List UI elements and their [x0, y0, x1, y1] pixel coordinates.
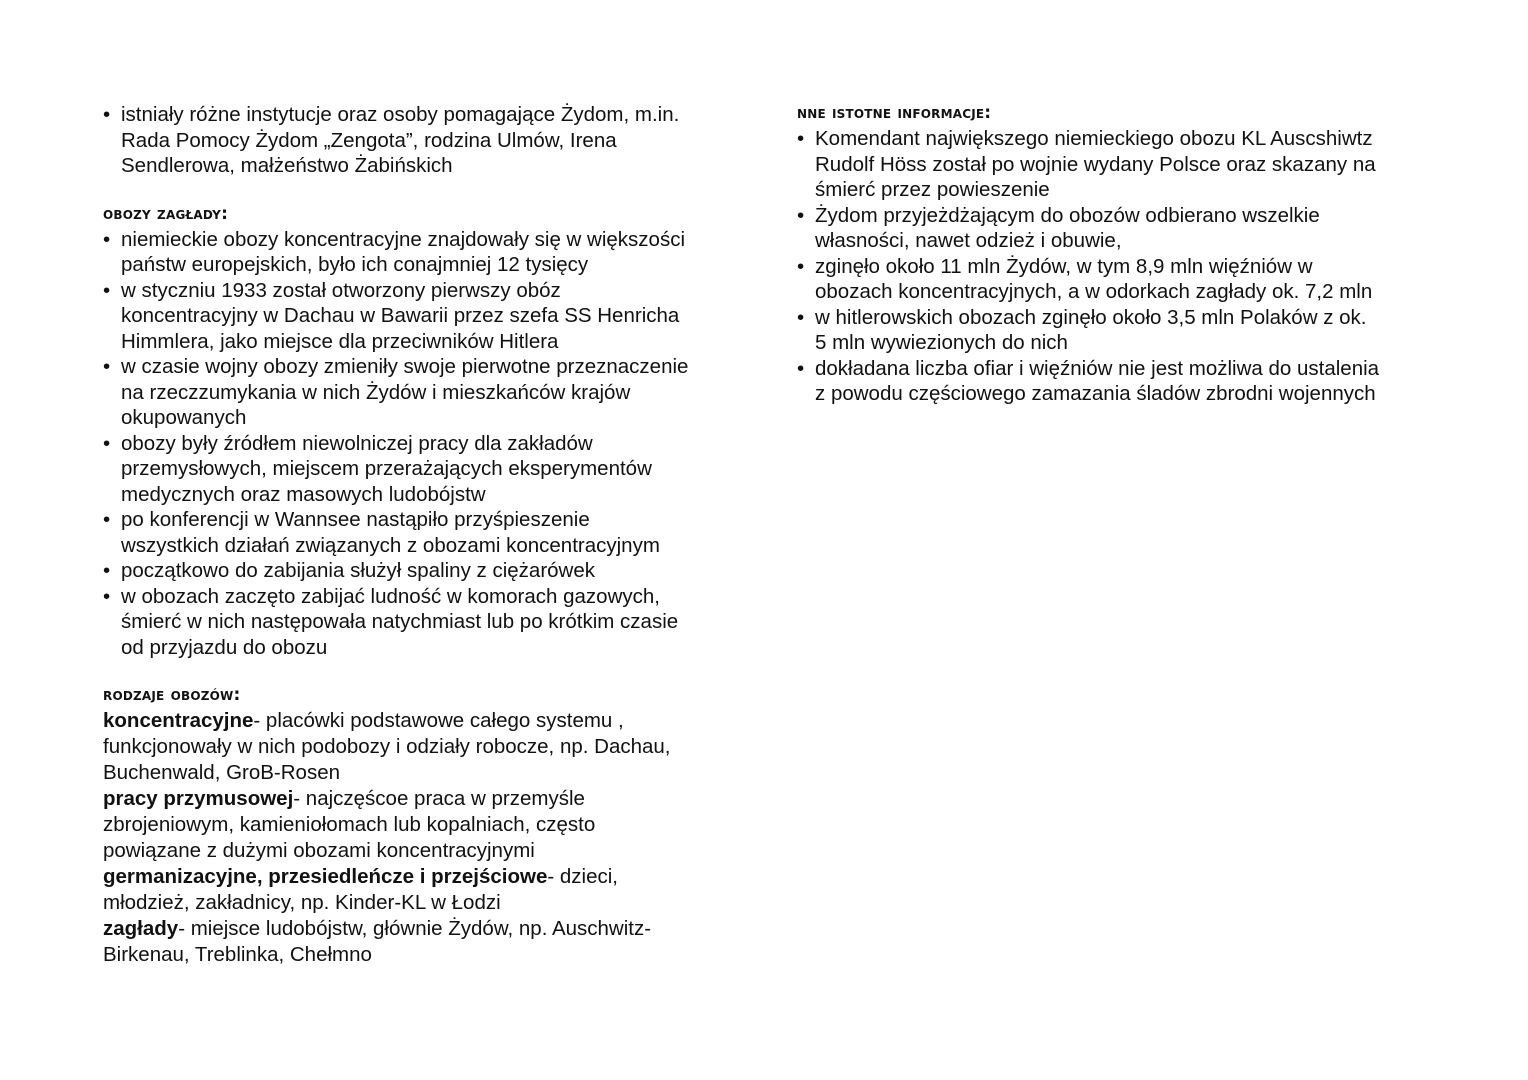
camps-section-heading: obozy zagłady: [103, 203, 229, 224]
info-list-item: • Żydom przyjeżdżającym do obozów odbierano wszelkie własności, nawet odzież i obuwie, [797, 203, 1447, 254]
info-list-item: • dokładana liczba ofiar i więźniów nie jest możliwa do ustalenia z powodu częściowego zamazania śladów zbrodni wojennych [797, 356, 1447, 407]
right-column [797, 102, 1447, 407]
camps-list-item: • po konferencji w Wannsee nastąpiło przyśpieszenie wszystkich działań związanych z obozami koncentracyjnym [103, 507, 753, 558]
camps-list-item: • początkowo do zabijania służył spaliny z ciężarówek [103, 558, 753, 584]
camp-type-description: - placówki podstawowe całego systemu , funkcjonowały w nich podobozy i odziały robocze, np. Dachau, Buchenwald, GroB-Rosen [103, 709, 671, 784]
camp-type-entry [103, 916, 753, 968]
camp-types-list [103, 708, 753, 968]
info-list-item: • Komendant największego niemieckiego obozu KL Auscshiwtz Rudolf Höss został po wojnie wydany Polsce oraz skazany na śmierć przez powieszenie [797, 126, 1447, 203]
camps-list-item: • niemieckie obozy koncentracyjne znajdowały się w większości państw europejskich, było ich conajmniej 12 tysięcy [103, 227, 753, 278]
info-list-item: • w hitlerowskich obozach zginęło około 3,5 mln Polaków z ok. 5 mln wywiezionych do nich [797, 305, 1447, 356]
camp-type-term: koncentracyjne [103, 709, 254, 732]
camps-list-item: • obozy były źródłem niewolniczej pracy dla zakładów przemysłowych, miejscem przerażających eksperymentów medycznych oraz masowych ludobójstw [103, 431, 753, 508]
info-list [797, 126, 1447, 407]
camp-type-entry [103, 708, 753, 786]
camps-list [103, 227, 753, 661]
intro-item: • istniały różne instytucje oraz osoby pomagające Żydom, m.in. Rada Pomocy Żydom „Zengota”, rodzina Ulmów, Irena Sendlerowa, małżeństwo Żabińskich [103, 102, 753, 179]
left-column [103, 102, 753, 968]
camp-type-term: germanizacyjne, przesiedleńcze i przejściowe [103, 865, 548, 888]
camps-list-item: • w obozach zaczęto zabijać ludność w komorach gazowych, śmierć w nich następowała natychmiast lub po krótkim czasie od przyjazdu do obozu [103, 584, 753, 661]
intro-list [103, 102, 753, 179]
camp-type-description: - dzieci, młodzież, zakładnicy, np. Kinder-KL w Łodzi [103, 865, 618, 914]
camp-type-description: - miejsce ludobójstw, głównie Żydów, np. Auschwitz- Birkenau, Treblinka, Chełmno [103, 917, 652, 966]
camps-list-item: • w styczniu 1933 został otworzony pierwszy obóz koncentracyjny w Dachau w Bawarii przez szefa SS Henricha Himmlera, jako miejsce dla przeciwników Hitlera [103, 278, 753, 355]
camp-type-description: - najczęścoe praca w przemyśle zbrojeniowym, kamieniołomach lub kopalniach, często powiązane z dużymi obozami koncentracyjnymi [103, 787, 596, 862]
camp-type-entry [103, 786, 753, 864]
camp-type-entry [103, 864, 753, 916]
info-list-item: • zginęło około 11 mln Żydów, w tym 8,9 mln więźniów w obozach koncentracyjnych, a w odorkach zagłady ok. 7,2 mln [797, 254, 1447, 305]
camp-type-term: pracy przymusowej [103, 787, 294, 810]
info-section-heading: nne istotne informacje: [797, 103, 992, 123]
types-section-heading: rodzaje obozów: [103, 685, 241, 705]
camps-list-item: • w czasie wojny obozy zmieniły swoje pierwotne przeznaczenie na rzeczzumykania w nich Żydów i mieszkańców krajów okupowanych [103, 354, 753, 431]
camp-type-term: zagłady [103, 917, 179, 940]
